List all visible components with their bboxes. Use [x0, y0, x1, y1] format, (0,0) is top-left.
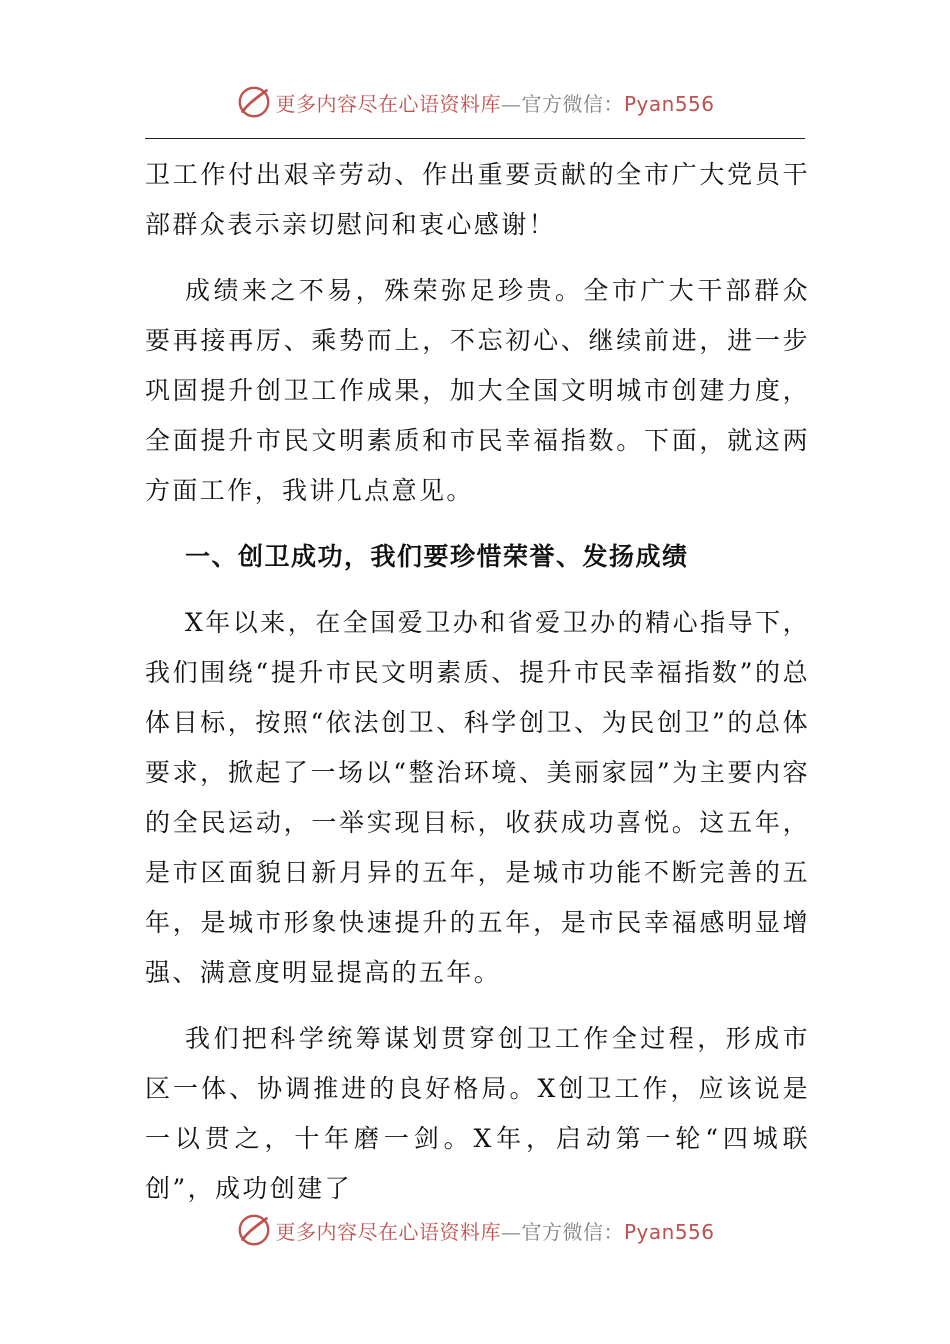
- footer-banner: [0, 1210, 950, 1250]
- banner-text: 更多内容尽在心语资料库—官方微信：Pyan556: [275, 1219, 715, 1244]
- paragraph-4: 我们把科学统筹谋划贯穿创卫工作全过程，形成市区一体、协调推进的良好格局。X创卫工作，应该说是一以贯之，十年磨一剑。X年，启动第一轮“四城联创”，成功创建了: [145, 1024, 810, 1203]
- pen-logo-icon: [235, 83, 273, 121]
- banner-text: 更多内容尽在心语资料库—官方微信：Pyan556: [275, 91, 715, 116]
- pen-logo-icon: [235, 1211, 273, 1249]
- section-heading: 一、创卫成功，我们要珍惜荣誉、发扬成绩: [185, 542, 689, 571]
- document-body: [145, 150, 810, 1214]
- header-divider: [145, 138, 805, 139]
- paragraph-3: X年以来，在全国爱卫办和省爱卫办的精心指导下，我们围绕“提升市民文明素质、提升市民幸福指数”的总体目标，按照“依法创卫、科学创卫、为民创卫”的总体要求，掀起了一场以“整治环境、美丽家园”为主要内容的全民运动，一举实现目标，收获成功喜悦。这五年，是市区面貌日新月异的五年，是城市功能不断完善的五年，是城市形象快速提升的五年，是市民幸福感明显增强、满意度明显提高的五年。: [145, 608, 810, 987]
- paragraph-2: 成绩来之不易，殊荣弥足珍贵。全市广大干部群众要再接再厉、乘势而上，不忘初心、继续前进，进一步巩固提升创卫工作成果，加大全国文明城市创建力度，全面提升市民文明素质和市民幸福指数。下面，就这两方面工作，我讲几点意见。: [145, 276, 810, 505]
- header-banner: [0, 82, 950, 122]
- paragraph-1: 卫工作付出艰辛劳动、作出重要贡献的全市广大党员干部群众表示亲切慰问和衷心感谢！: [145, 160, 810, 239]
